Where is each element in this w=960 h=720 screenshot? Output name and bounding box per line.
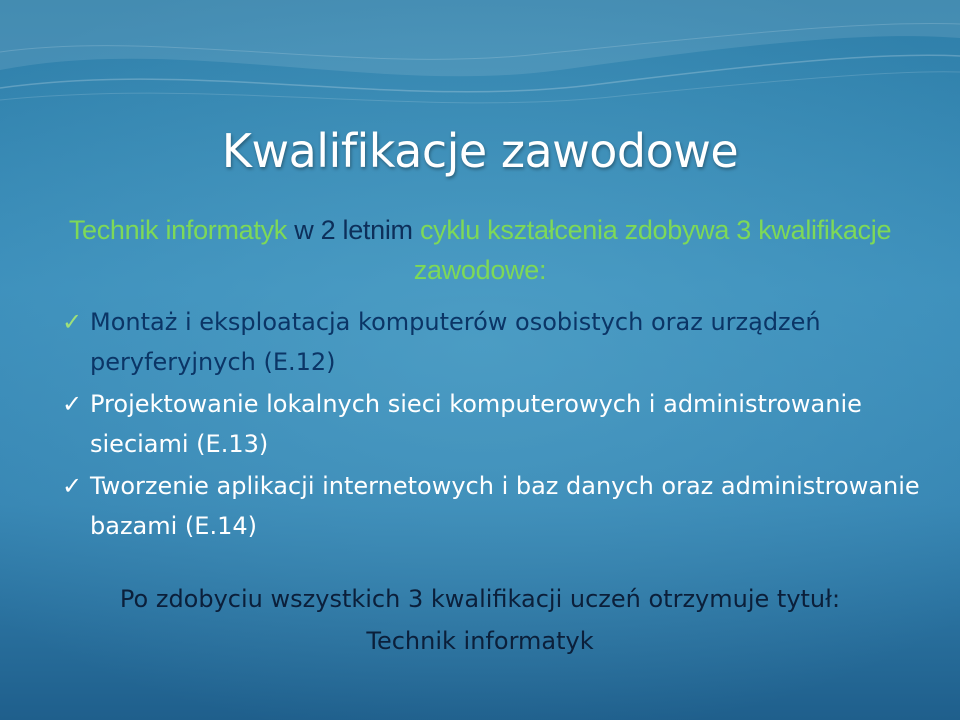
intro-rest: cyklu kształcenia zdobywa 3 kwalifikacje zawodowe:	[413, 215, 892, 285]
decorative-waves	[0, 0, 960, 130]
awarded-title: Technik informatyk	[366, 627, 594, 655]
intro-text	[40, 210, 920, 290]
list-item	[62, 384, 922, 464]
list-item	[62, 302, 922, 382]
slide-title: Kwalifikacje zawodowe	[221, 124, 739, 178]
check-icon: ✓	[62, 308, 83, 336]
qualification-list	[62, 302, 922, 548]
summary-text	[0, 578, 960, 662]
check-icon: ✓	[62, 472, 83, 500]
list-item	[62, 466, 922, 546]
qualification-e12: Montaż i eksploatacja komputerów osobistych oraz urządzeń peryferyjnych (E.12)	[90, 308, 821, 376]
check-icon: ✓	[62, 390, 83, 418]
summary-line: Po zdobyciu wszystkich 3 kwalifikacji uczeń otrzymuje tytuł:	[119, 585, 841, 613]
qualification-e14: Tworzenie aplikacji internetowych i baz danych oraz administrowanie bazami (E.14)	[90, 472, 920, 540]
intro-middle: w 2 letnim	[287, 215, 420, 245]
intro-highlight: Technik informatyk	[68, 215, 287, 245]
qualification-e13: Projektowanie lokalnych sieci komputerowych i administrowanie sieciami (E.13)	[90, 390, 862, 458]
